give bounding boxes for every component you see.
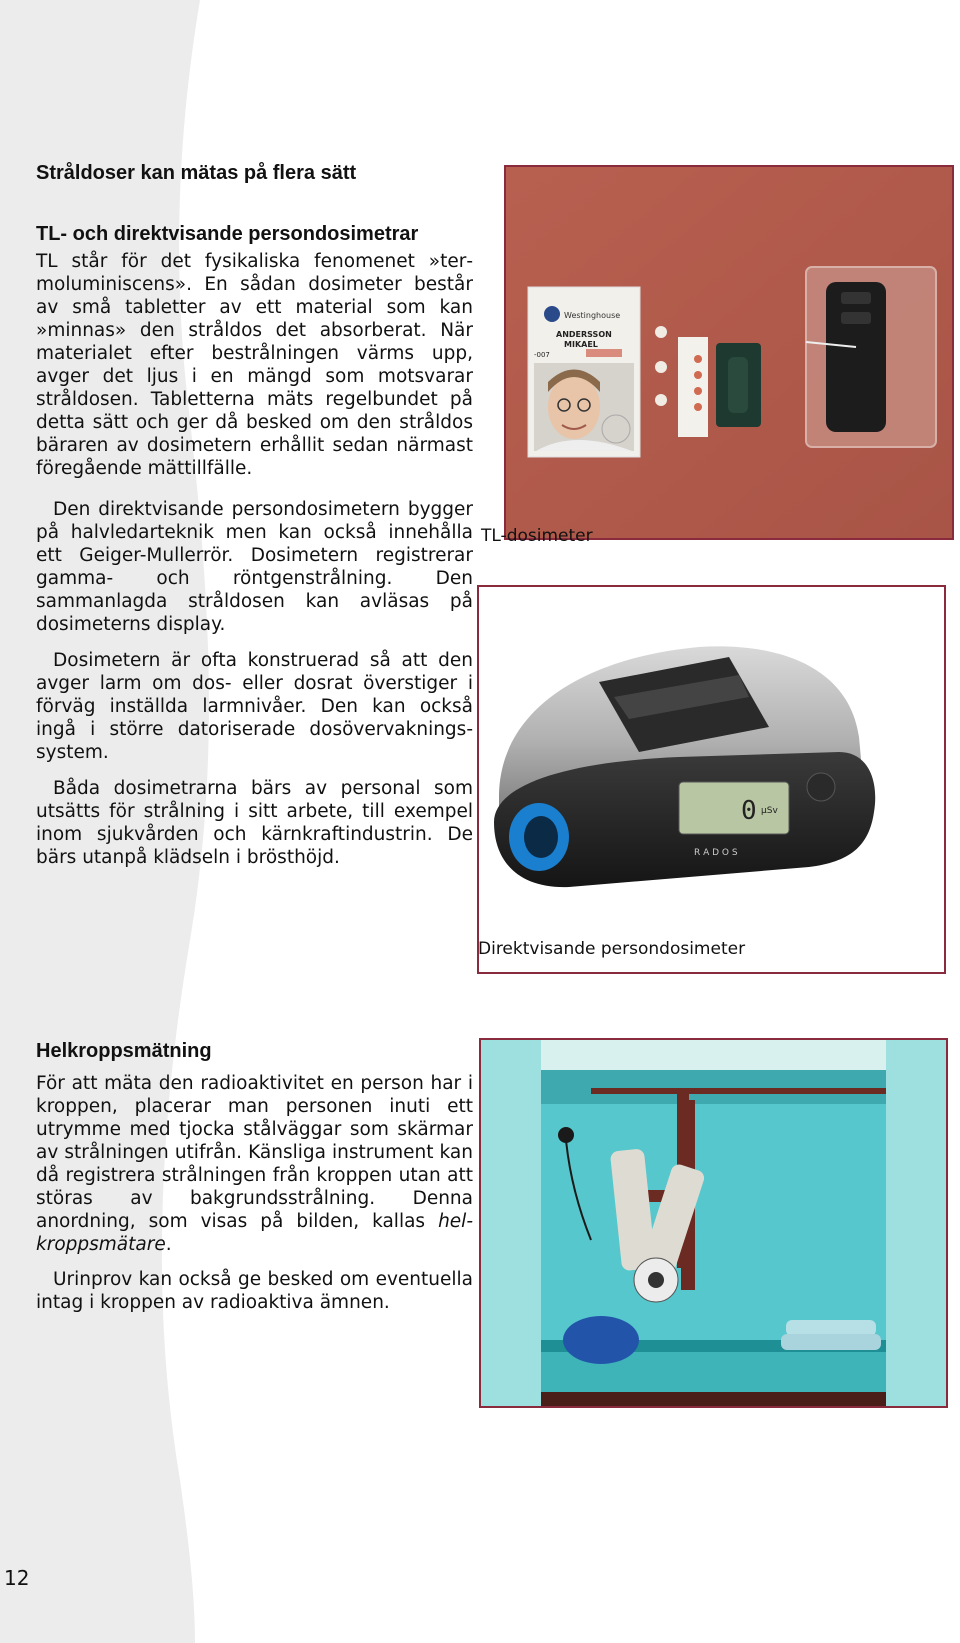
paragraph-whole-body-italic: helkroppsmätare: [36, 1211, 473, 1255]
tl-card: [678, 337, 708, 437]
section-subtitle-dosimeters: TL- och direktvisande persondosimetrar: [36, 223, 419, 245]
caption-tl-dosimeter: TL-dosimeter: [481, 526, 593, 546]
dosimeter-knob: [807, 773, 835, 801]
tl-tablet: [655, 394, 667, 406]
room-back-wall: [541, 1070, 886, 1350]
brand-text: R A D O S: [694, 848, 738, 858]
tl-dosimeter-illustration: [506, 167, 952, 538]
whole-body-counter-illustration: [481, 1040, 946, 1406]
badge-name-2: MIKAEL: [564, 340, 598, 349]
tl-tablet: [655, 361, 667, 373]
badge-number: -007: [534, 351, 550, 359]
page-number: 12: [4, 1566, 30, 1590]
tl-dosimeter-photo: [504, 165, 954, 540]
pillow: [563, 1316, 639, 1364]
paragraph-whole-body-main: För att mäta den radioaktivitet en person har i kroppen, placerar man personen inuti ett utrymme med tjocka stålväggar som skärmar av strålningen utifrån. Känsliga instrument kan då registrera strålningen från kroppen utan att störas av bakgrundsstrålning. Denna anordning, som visas på bilden, kallas: [36, 1073, 473, 1232]
paragraph-usage: Båda dosimetrarna bärs av personal som utsätts för strålning i sitt arbete, till exempel inom sjukvården och kärnkraftindustrin. De bärs utanpå klädseln i brösthöjd.: [36, 778, 473, 868]
display-unit: µSv: [761, 806, 778, 816]
paragraph-urine-test: Urinprov kan också ge besked om eventuella intag i kroppen av radioaktiva ämnen.: [36, 1269, 473, 1313]
paragraph-direct-dosimeter: Den direktvisande persondosimetern bygger på halvledarteknik men kan också innehålla ett Geiger-Mullerrör. Dosimetern registrerar gamma- och röntgenstrålning. Den sammanlagda stråldosen kan avläsas på dosimeterns display.: [36, 499, 473, 635]
tl-plastic-case: [806, 267, 936, 447]
page-title: Stråldoser kan mätas på flera sätt: [36, 162, 357, 184]
badge-brand-text: Westinghouse: [564, 311, 621, 320]
paragraph-tl-intro: TL står för det fysikaliska fenomenet »termoluminiscens». En sådan dosimeter består av små tabletter av ett material som kan »minnas» den stråldos det absorberat. När materialet efter bestrålningen värms upp, avger det ljus i en mängd som motsvarar stråldosen. Tabletterna mäts regelbundet på detta sätt och ger då besked om den stråldos bäraren av dosimetern erhållit sedan närmast föregående mättillfälle.: [36, 251, 473, 479]
whole-body-counter-photo: [479, 1038, 948, 1408]
direct-dosimeter-illustration: [479, 587, 944, 972]
display-value: 0: [741, 796, 757, 826]
paragraph-whole-body: [36, 1072, 473, 1256]
blanket: [781, 1334, 881, 1350]
paragraph-alarm: Dosimetern är ofta konstruerad så att den avger larm om dos- eller dosrat överstiger i förväg inställda larmnivåer. Den kan också ingå i större datoriserade dosövervakningssystem.: [36, 650, 473, 763]
id-badge: [528, 287, 640, 457]
badge-name-1: ANDERSSON: [556, 330, 612, 339]
direct-dosimeter-photo: [477, 585, 946, 974]
tl-tablet: [655, 326, 667, 338]
ceiling-rail: [591, 1088, 886, 1094]
caption-direct-dosimeter: Direktvisande persondosimeter: [478, 939, 746, 959]
section-title-whole-body: Helkroppsmätning: [36, 1040, 212, 1062]
blanket: [786, 1320, 876, 1336]
paragraph-whole-body-end: .: [165, 1234, 172, 1255]
